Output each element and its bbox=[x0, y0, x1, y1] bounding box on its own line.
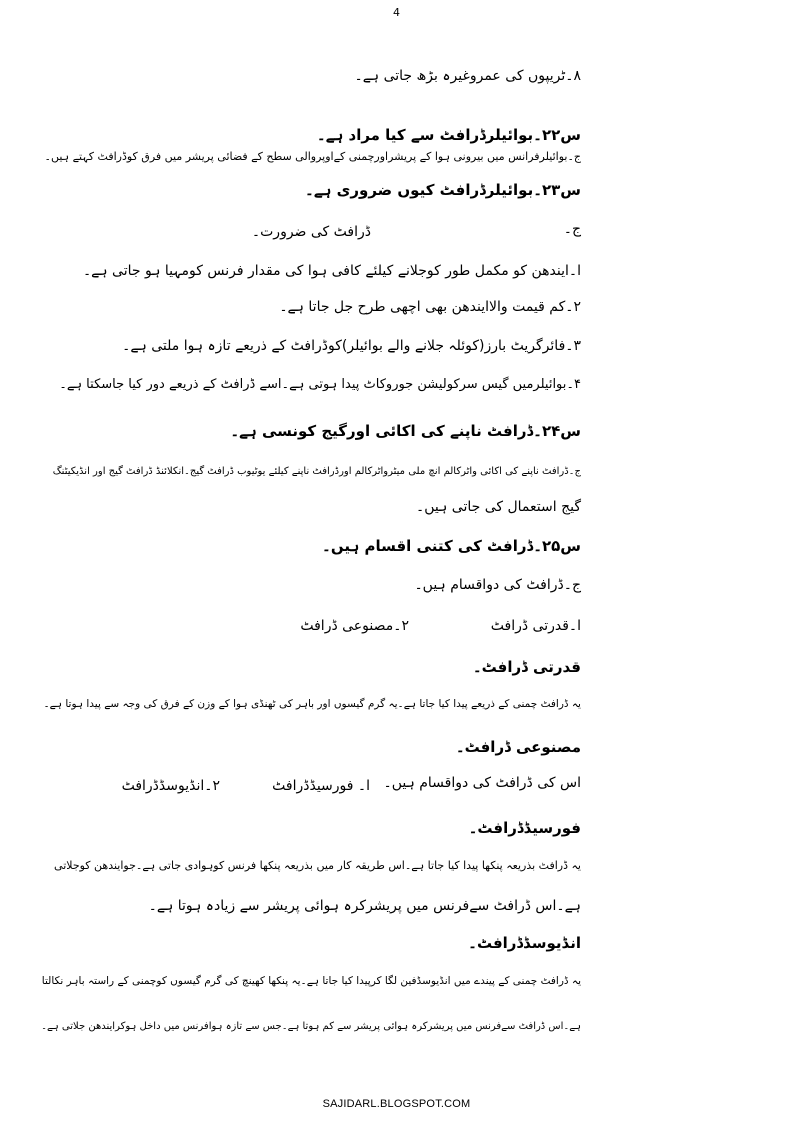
body-line: اس کی ڈرافٹ کی دواقسام ہیں۔ bbox=[383, 775, 581, 791]
list-item: ۴۔بوائیلرمیں گیس سرکولیشن جوروکاٹ پیدا ہوتی ہے۔اسے ڈرافٹ کے ذریعے دور کیا جاسکتا ہے۔ bbox=[59, 377, 581, 392]
list-item: ا۔قدرتی ڈرافٹ bbox=[490, 618, 581, 634]
list-item: ۳۔فائرگریٹ بارز(کوئلہ جلانے والے بوائیلر)کوڈرافٹ کے ذریعے تازہ ہوا ملتی ہے۔ bbox=[122, 338, 581, 354]
page-number: 4 bbox=[393, 6, 400, 19]
body-line: ہے۔اس ڈرافٹ سےفرنس میں پریشرکرہ ہوائی پریشر سے زیادہ ہوتا ہے۔ bbox=[148, 898, 581, 914]
body-line: یہ ڈرافٹ چمنی کے پیندے میں انڈیوسڈفین لگا کرپیدا کیا جاتا ہے۔یہ پنکھا کھینچ کی گرم گیسوں کوچمنی کے راستہ باہر نکالتا bbox=[41, 975, 581, 987]
body-line: یہ ڈرافٹ چمنی کے ذریعے پیدا کیا جاتا ہے۔یہ گرم گیسوں اور باہر کی ٹھنڈی ہوا کے وزن کے فرق کی وجہ سے پیدا ہوتا ہے۔ bbox=[43, 698, 581, 710]
body-line: ۸۔ٹریپوں کی عمروغیرہ بڑھ جاتی ہے۔ bbox=[354, 68, 581, 84]
body-line: ج۔بوائیلرفرانس میں بیرونی ہوا کے پریشراورچمنی کےاوپروالی سطح کے فضائی پریشر میں فرق کوڈرافٹ کہتے ہیں۔ bbox=[44, 150, 581, 163]
body-line: یہ ڈرافٹ بذریعہ پنکھا پیدا کیا جاتا ہے۔اس طریقہ کار میں بذریعہ پنکھا فرنس کوہوادی جاتی ہے۔جوایندھن کوجلاتی bbox=[54, 859, 581, 872]
question-heading: س۲۲۔بوائیلرڈرافٹ سے کیا مراد ہے۔ bbox=[316, 126, 581, 144]
body-line: ج۔ڈرافٹ کی دواقسام ہیں۔ bbox=[414, 577, 581, 593]
question-heading: س۲۳۔بوائیلرڈرافٹ کیوں ضروری ہے۔ bbox=[305, 181, 581, 199]
body-line: ہے۔اس ڈرافٹ سےفرنس میں پریشرکرہ ہوائی پریشر سے کم ہوتا ہے۔جس سے تازہ ہوافرنس میں داخل ہوکرایندھن جلاتی ہے۔ bbox=[41, 1021, 581, 1032]
section-heading: فورسیڈڈرافٹ۔ bbox=[468, 819, 581, 837]
section-heading: مصنوعی ڈرافٹ۔ bbox=[455, 738, 581, 756]
list-item: ۲۔مصنوعی ڈرافٹ bbox=[300, 618, 409, 634]
section-label: ڈرافٹ کی ضرورت۔ bbox=[251, 224, 371, 240]
footer-url: SAJIDARL.BLOGSPOT.COM bbox=[322, 1098, 471, 1110]
list-item: ا۔ایندھن کو مکمل طور کوجلانے کیلئے کافی ہوا کی مقدار فرنس کومہیا ہو جاتی ہے۔ bbox=[82, 263, 581, 279]
list-item: ا۔ فورسیڈڈرافٹ bbox=[272, 778, 370, 794]
section-heading: انڈیوسڈڈرافٹ۔ bbox=[468, 934, 581, 952]
question-heading: س۲۴۔ڈرافٹ ناپنے کی اکائی اورگیج کونسی ہے۔ bbox=[230, 422, 581, 440]
answer-label: ج۔ bbox=[563, 221, 581, 237]
body-line: ج۔ڈرافٹ ناپنے کی اکائی واٹرکالم انچ ملی میٹرواٹرکالم اورڈرافٹ ناپنے کیلئے یوٹیوب ڈرافٹ گیج۔انکلائنڈ ڈرافٹ گیج اور انڈیکیٹنگ bbox=[52, 466, 581, 477]
body-line: گیج استعمال کی جاتی ہیں۔ bbox=[416, 499, 581, 515]
list-item: ۲۔انڈیوسڈڈرافٹ bbox=[121, 778, 220, 794]
question-heading: س۲۵۔ڈرافٹ کی کتنی اقسام ہیں۔ bbox=[322, 537, 581, 555]
list-item: ۲۔کم قیمت والاایندھن بھی اچھی طرح جل جاتا ہے۔ bbox=[279, 299, 581, 315]
section-heading: قدرتی ڈرافٹ۔ bbox=[472, 658, 581, 676]
